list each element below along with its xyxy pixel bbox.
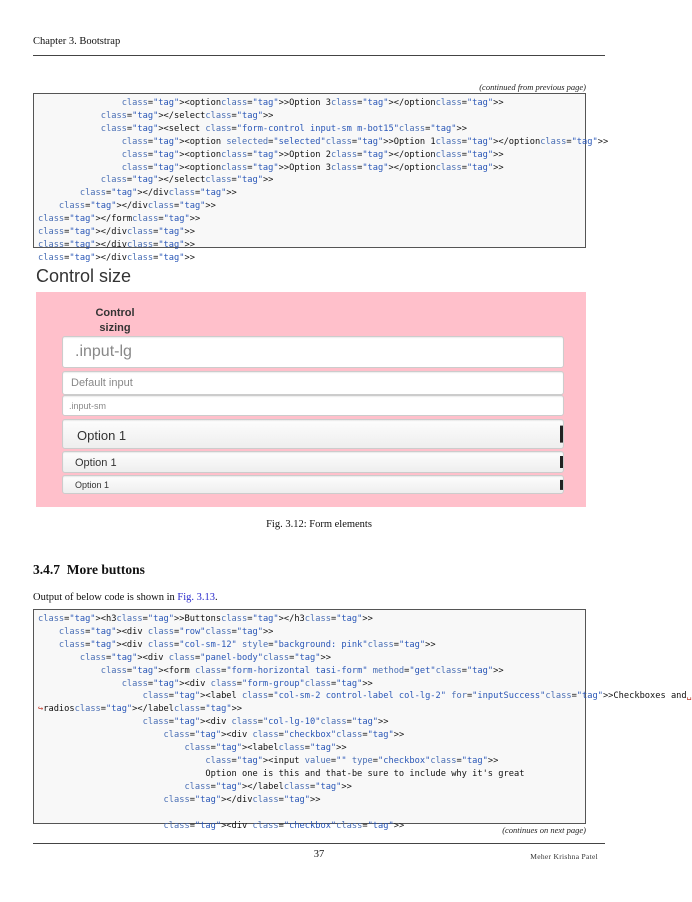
select-sm-value: Option 1 [75,480,110,490]
input-default-placeholder: Default input [71,377,133,389]
code-line: class="tag"><option selected="selected"class="tag">>Option 1class="tag"></optionclass="tag">> [121,136,609,147]
figure-link[interactable]: Fig. 3.13 [177,592,216,603]
code-line: class="tag"></selectclass="tag">> [100,110,274,121]
select-lg-value: Option 1 [77,428,127,443]
continues-note: (continues on next page) [502,825,586,835]
select-default-value: Option 1 [75,457,117,469]
code-line: class="tag"><labelclass="tag">> [184,743,347,754]
input-lg[interactable] [62,336,564,368]
page-number: 37 [313,849,325,860]
code-line: class="tag"><div class="checkbox"class="tag">> [163,820,405,831]
code-line: ↪radiosclass="tag"></labelclass="tag">> [38,704,243,715]
select-sm[interactable] [62,475,564,494]
input-sm[interactable] [62,395,564,416]
header-rule [33,55,605,56]
code-line: class="tag"><div class="col-lg-10"class="tag">> [142,717,389,728]
section-title: More buttons [66,562,145,577]
section-number: 3.4.7 [33,562,60,577]
select-lg[interactable] [62,419,564,449]
code-line: class="tag"><div class="col-sm-12" style="background: pink"class="tag">> [58,639,436,650]
input-sm-placeholder: .input-sm [69,401,107,411]
select-default[interactable] [62,451,564,473]
code-line [38,807,581,820]
code-line: class="tag"></labelclass="tag">> [184,781,352,792]
code-line: class="tag"></formclass="tag">> [38,214,201,225]
author-name: Meher Krishna Patel [530,852,598,861]
form-elements-screenshot [36,292,586,507]
figure-caption: Fig. 3.12: Form elements [266,519,372,530]
paragraph-end: . [215,592,218,603]
code-line: class="tag"><div class="row"class="tag">> [58,626,274,637]
paragraph-text: Output of below code is shown in [33,592,178,603]
footer-rule [33,843,605,844]
code-line: class="tag"><h3class="tag">>Buttonsclass="tag"></h3class="tag">> [38,614,373,624]
code-line: class="tag"><form class="form-horizontal tasi-form" method="get"class="tag">> [100,665,504,676]
code-line: class="tag"></divclass="tag">> [38,239,195,250]
chapter-title: Chapter 3. Bootstrap [33,36,121,47]
code-line: class="tag"><select class="form-control input-sm m-bot15"class="tag">> [100,123,467,134]
control-sizing-label [90,306,140,336]
code-line: class="tag"></divclass="tag">> [58,201,216,212]
code-line: class="tag"></divclass="tag">> [79,188,237,199]
input-lg-placeholder: .input-lg [75,343,132,360]
screenshot-title: Control size [36,266,132,286]
code-line: Option one is this and that-be sure to include why it's great [38,768,525,779]
dropdown-arrow-icon [560,426,563,443]
code-block-1 [33,93,609,263]
label-line-1: Control [95,307,135,319]
code-line: class="tag"></divclass="tag">> [38,252,195,263]
code-line: class="tag"><div class="checkbox"class="tag">> [163,730,405,741]
code-line: class="tag"><optionclass="tag">>Option 3class="tag"></optionclass="tag">> [121,98,504,108]
dropdown-arrow-icon [560,456,563,468]
section-heading [33,562,145,578]
paragraph [33,592,218,603]
code-line: class="tag"><optionclass="tag">>Option 2class="tag"></optionclass="tag">> [121,149,504,160]
input-default[interactable] [62,371,564,395]
code-line: class="tag"><label class="col-sm-2 control-label col-lg-2" for="inputSuccess"class="tag">>Checkboxes and␣ [142,691,692,702]
code-line: class="tag"><div class="form-group"class="tag">> [121,678,373,689]
continued-note: (continued from previous page) [479,82,586,92]
label-line-2: sizing [99,322,131,334]
code-line: class="tag"><optionclass="tag">>Option 3class="tag"></optionclass="tag">> [121,162,504,173]
code-line: class="tag"></divclass="tag">> [38,227,195,238]
code-line: class="tag"></divclass="tag">> [163,794,321,805]
code-line: class="tag"><input value="" type="checkbox"class="tag">> [205,755,499,766]
code-line: class="tag"><div class="panel-body"class="tag">> [79,652,331,663]
code-line: class="tag"></selectclass="tag">> [100,175,274,186]
dropdown-arrow-icon [560,479,563,489]
